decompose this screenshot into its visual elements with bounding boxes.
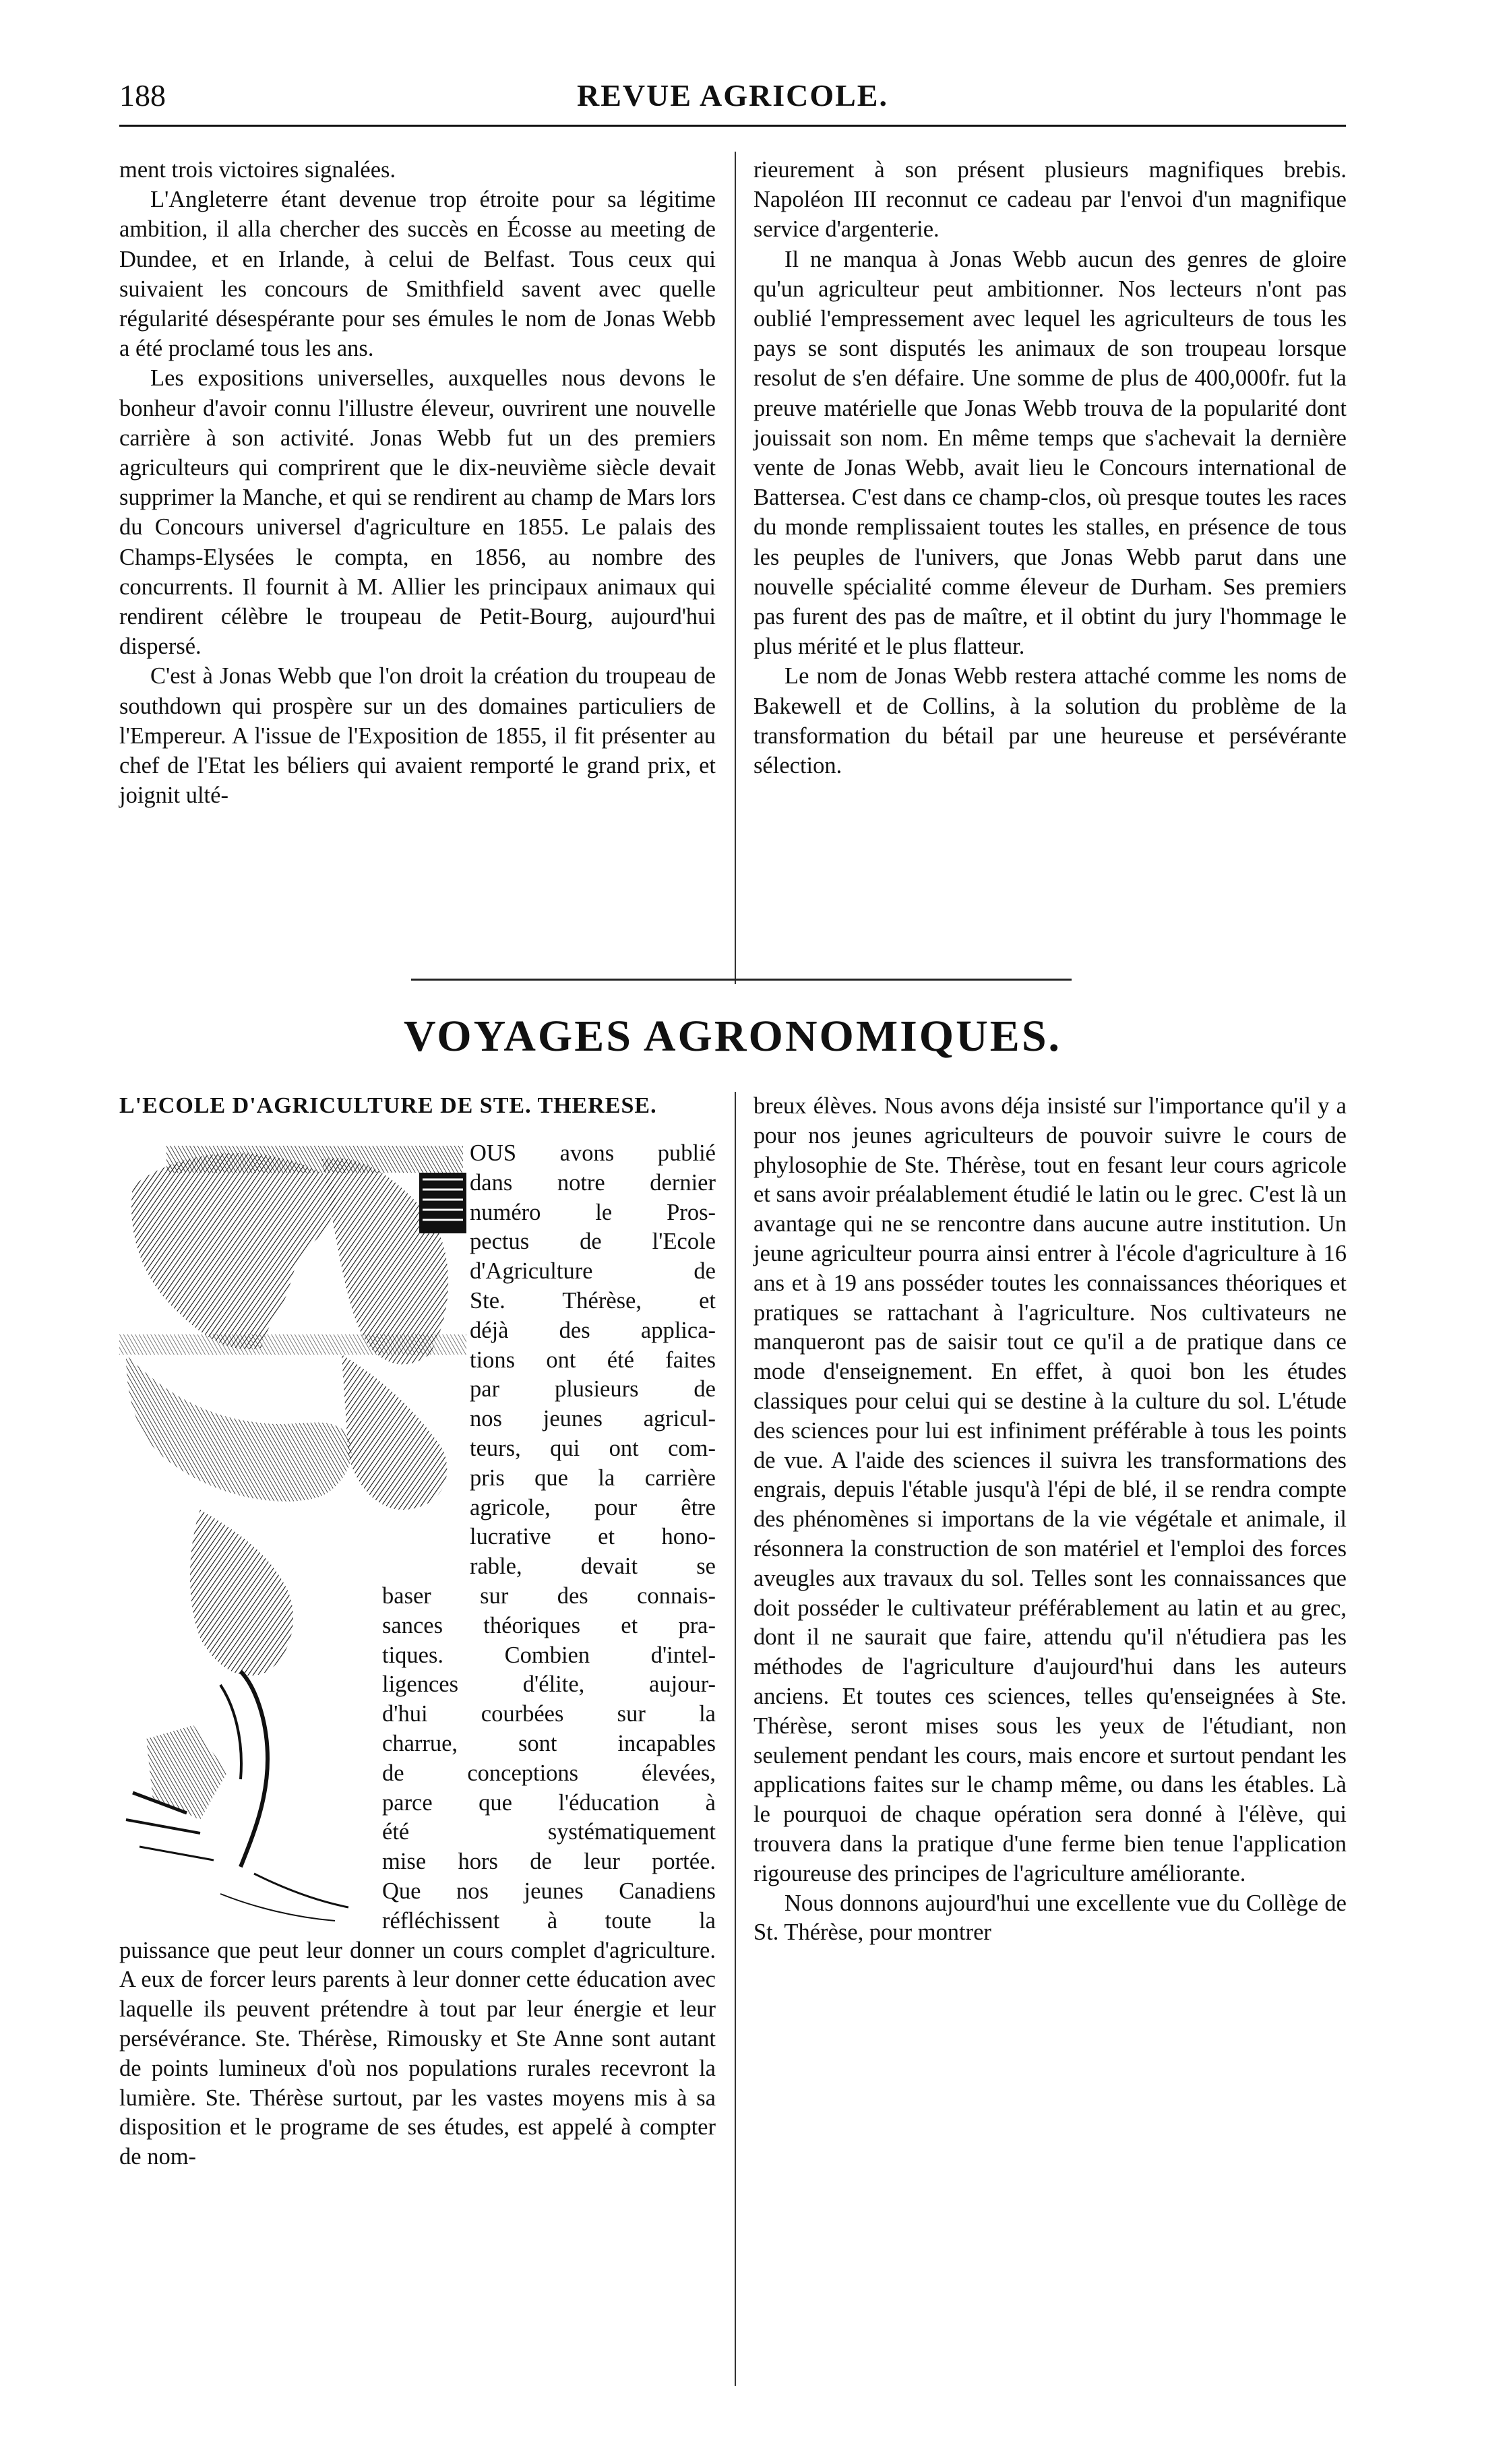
- text-line: Ste. Thérèse, et: [470, 1287, 716, 1314]
- text-line: d'Agriculture de: [470, 1258, 716, 1285]
- text-line: lucrative et hono-: [470, 1524, 716, 1550]
- column-divider: [735, 1092, 736, 2386]
- text-line: été systématiquement: [382, 1819, 716, 1845]
- text-line: mise hors de leur portée.: [382, 1849, 716, 1875]
- article-body-left: [119, 1139, 716, 2172]
- text-line: pris que la carrière: [470, 1465, 716, 1491]
- article-column-right: [753, 155, 1347, 780]
- text-line: agricole, pour être: [470, 1494, 716, 1520]
- text-full-width: puissance que peut leur donner un cours complet d'agriculture. A eux de forcer leurs parents à leur donner cette éducation avec laquelle ils peuvent prétendre à tout par leur énergie et leur persévérance. Ste. Thérèse, Rimousky et Ste Anne sont autant de points lumineux d'où nos populations rurales recevront la lumière. Ste. Thérèse surtout, par les vastes moyens mis à sa disposition et le programe de ses études, est appelé à compter de nom-: [119, 1937, 716, 2170]
- article-column-left: [119, 155, 716, 810]
- page-number: 188: [119, 78, 166, 113]
- text-line: tions ont été faites: [470, 1347, 716, 1373]
- paragraph: Il ne manqua à Jonas Webb aucun des genres de gloire qu'un agriculteur peut ambitionner. Nos lecteurs n'ont pas oublié l'empressement avec lequel les agriculteurs de tous les pays se sont disputés les animaux de son troupeau lorsque resolut de s'en défaire. Une somme de plus de 400,000fr. fut la preuve matérielle que Jonas Webb trouva de la popularité dont jouissait son nom. En même temps que s'achevait la dernière vente de Jonas Webb, avait lieu le Concours international de Battersea. C'est dans ce champ-clos, où presque toutes les races du monde remplissaient toutes les stalles, en présence de tous les peuples de l'univers, que Jonas Webb parut dans une nouvelle spécialité comme éleveur de Durham. Ses premiers pas furent des pas de maître, et il obtint du jury l'hommage le plus mérité et le plus flatteur.: [753, 246, 1347, 660]
- text-line: charrue, sont incapables: [382, 1730, 716, 1756]
- text-line: nos jeunes agricul-: [470, 1406, 716, 1432]
- paragraph: Le nom de Jonas Webb restera attaché comme les noms de Bakewell et de Collins, à la solution du problème de la transformation du bétail par une heureuse et persévérante sélection.: [753, 663, 1347, 779]
- text-line: numéro le Pros-: [470, 1199, 716, 1225]
- text-line: parce que l'éducation à: [382, 1789, 716, 1816]
- text-line: dans notre dernier: [470, 1169, 716, 1196]
- text-line: de conceptions élevées,: [382, 1760, 716, 1786]
- section-title: VOYAGES AGRONOMIQUES.: [403, 1012, 1062, 1061]
- text-line: d'hui courbées sur la: [382, 1701, 716, 1727]
- text-line: pectus de l'Ecole: [470, 1229, 716, 1255]
- text-line: teurs, qui ont com-: [470, 1435, 716, 1461]
- text-line: rable, devait se: [470, 1553, 716, 1580]
- article-column-right-bottom: [753, 1092, 1347, 1948]
- text-line: tiques. Combien d'intel-: [382, 1642, 716, 1668]
- paragraph: Nous donnons aujourd'hui une excellente vue du Collège de St. Thérèse, pour montrer: [753, 1890, 1347, 1946]
- page-header: [119, 78, 1346, 127]
- article-subheading: L'ECOLE D'AGRICULTURE DE STE. THERESE.: [119, 1093, 657, 1118]
- text-line: déjà des applica-: [470, 1317, 716, 1343]
- paragraph: ment trois victoires signalées.: [119, 157, 396, 183]
- text-line: réfléchissent à toute la: [382, 1907, 716, 1934]
- text-line: sances théoriques et pra-: [382, 1612, 716, 1638]
- text-line: Que nos jeunes Canadiens: [382, 1878, 716, 1904]
- paragraph: breux élèves. Nous avons déja insisté sur l'importance qu'il y a pour nos jeunes agriculteurs de pouvoir suivre le cours de phylosophie de Ste. Thérèse, tout en fesant leur cours agricole et sans avoir préalablement étudié le latin ou le grec. C'est là un avantage qui ne se rencontre dans aucune autre institution. Un jeune agriculteur pourra ainsi entrer à l'école d'agriculture à 16 ans et à 19 ans posséder toutes les connaissances théoriques et pratiques se rattachant à l'agriculture. Nos cultivateurs ne manqueront pas de saisir tout ce qu'il a de pratique dans ce mode d'enseignement. En effet, à quoi bon les études classiques pour celui qui se destine à la culture du sol. L'étude des sciences pour lui est infiniment préférable à tous les points de vue. A l'aide des sciences il suivra les transformations des engrais, depuis l'étable jusqu'à l'épi de blé, il se rendra compte des phénomènes si importans de la vie végétale et animale, il résonnera la construction de son matériel et l'emploi des forces aveugles aux travaux du sol. Telles sont les connaissances que doit posséder le cultivateur préférablement au latin et au grec, dont il ne saurait que faire, attendu qu'il n'étudiera pas les méthodes de l'agriculture d'aujourd'hui dans les auteurs anciens. Et toutes ces sciences, telles qu'enseignées à Ste. Thérèse, seront mises sous les yeux de l'étudiant, non seulement pendant les cours, mais encore et surtout pendant les applications faites sur le champ même, ou dans les étables. Là le pourquoi de chaque opération sera donné à l'élève, qui trouvera dans la pratique d'une ferme bien tenue l'application rigoureuse des principes de l'agriculture améliorante.: [753, 1093, 1347, 1886]
- journal-title: REVUE AGRICOLE.: [577, 78, 888, 113]
- section-rule: [411, 979, 1072, 981]
- text-beside-image: [470, 1139, 716, 1582]
- text-beside-image-lower: [382, 1582, 716, 1936]
- column-divider: [735, 152, 736, 984]
- paragraph: rieurement à son présent plusieurs magnifiques brebis. Napoléon III reconnut ce cadeau par l'envoi d'un magnifique service d'argenterie.: [753, 157, 1347, 243]
- text-line: ligences d'élite, aujour-: [382, 1671, 716, 1698]
- text-line: OUS avons publié: [470, 1140, 716, 1166]
- paragraph: Les expositions universelles, auxquelles nous devons le bonheur d'avoir connu l'illustre éleveur, ouvrirent une nouvelle carrière à son activité. Jonas Webb fut un des premiers agriculteurs qui comprirent que le dix-neuvième siècle devait supprimer la Manche, et qui se rendirent au champ de Mars lors du Concours universel d'agriculture en 1855. Le palais des Champs-Elysées le compta, en 1856, au nombre des concurrents. Il fournit à M. Allier les principaux animaux qui rendirent célèbre le troupeau de Petit-Bourg, aujourd'hui dispersé.: [119, 365, 716, 660]
- text-line: baser sur des connais-: [382, 1582, 716, 1609]
- paragraph: L'Angleterre étant devenue trop étroite pour sa légitime ambition, il alla chercher des succès en Écosse au meeting de Dundee, et en Irlande, à celui de Belfast. Tous ceux qui suivaient les concours de Smithfield savent avec quelle régularité désespérante pour ses émules le nom de Jonas Webb a été proclamé tous les ans.: [119, 187, 716, 362]
- text-line: par plusieurs de: [470, 1376, 716, 1403]
- paragraph: C'est à Jonas Webb que l'on droit la création du troupeau de southdown qui prospère sur un des domaines particuliers de l'Empereur. A l'issue de l'Exposition de 1855, il fit présenter au chef de l'Etat les béliers qui avaient remporté le grand prix, et joignit ulté-: [119, 663, 716, 809]
